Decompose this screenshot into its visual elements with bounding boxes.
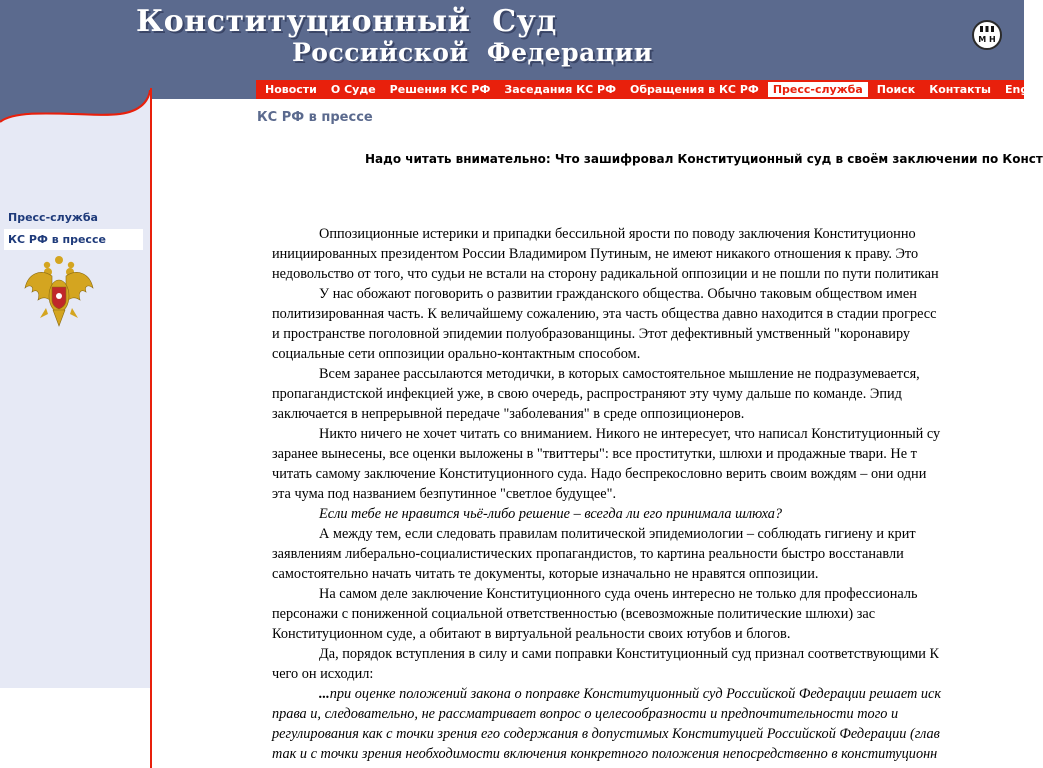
article-line: и пространстве поголовной эпидемии полуобразованщины. Этот дефективный умственный "коронавиру: [272, 326, 911, 342]
article-line: самостоятельно начать читать те документы, которые изначально не нравятся оппозиции.: [272, 566, 819, 582]
site-header: [0, 0, 1024, 80]
article-line: Да, порядок вступления в силу и сами поправки Конституционный суд признал соответствующими К: [319, 646, 940, 662]
nav-item-appeals[interactable]: Обращения в КС РФ: [630, 83, 759, 96]
article-line: эта чума под названием безпутинное "светлое будущее".: [272, 486, 617, 502]
article-line: На самом деле заключение Конституционного суда очень интересно не только для профессиональ: [319, 586, 918, 602]
article-quote-line: так и с точки зрения необходимости включения конкретного положения непосредственно в конституционн: [272, 746, 938, 762]
section-title: КС РФ в прессе: [257, 110, 373, 125]
site-title-line1[interactable]: Конституционный Суд: [136, 4, 557, 39]
mn-logo-icon[interactable]: [972, 20, 1002, 50]
article-line: недовольство от того, что судьи не встали на сторону радикальной оппозиции и не пошли по пути политикан: [272, 266, 939, 282]
mn-logo-text: М Н: [978, 35, 996, 44]
article-line: политизированная часть. К величайшему сожалению, эта часть общества давно находится в стадии прогресс: [272, 306, 937, 322]
article-line: Конституционном суде, а обитают в виртуальной реальности своих ютубов и блогов.: [272, 626, 791, 642]
main-nav: [256, 80, 1029, 99]
article-title: Надо читать внимательно: Что зашифровал Конституционный суд в своём заключении по Конст: [365, 152, 1043, 166]
nav-item-press-service[interactable]: Пресс-служба: [768, 82, 868, 97]
article-body: [272, 224, 1032, 764]
sidebar-divider: [150, 88, 152, 768]
nav-item-search[interactable]: Поиск: [876, 83, 916, 96]
article-line: Никто ничего не хочет читать со вниманием. Никого не интересует, что написал Конституционный су: [319, 426, 941, 442]
article-line: У нас обожают поговорить о развитии гражданского общества. Обычно таковым обществом имен: [319, 286, 917, 302]
article-line: заявлениям либерально-социалистических пропагандистов, то картина реальности быстро восстанавли: [272, 546, 904, 562]
quote-text: при оценке положений закона о поправке Конституционный суд Российской Федерации решает иск: [329, 686, 942, 702]
article-line: заключается в непрерывной передаче "заболевания" в среде оппозиционеров.: [272, 406, 745, 422]
article-line: пропагандистской инфекцией уже, в свою очередь, распространяют эту чуму дальше по команде. Эпид: [272, 386, 902, 402]
sidebar-item-press-service[interactable]: Пресс-служба: [8, 211, 98, 224]
article-line: заранее вынесены, все оценки выложены в "твиттеры": все проститутки, шлюхи и продажные твари. Не т: [272, 446, 917, 462]
nav-item-about[interactable]: О Суде: [330, 83, 376, 96]
nav-item-news[interactable]: Новости: [265, 83, 317, 96]
nav-item-decisions[interactable]: Решения КС РФ: [389, 83, 491, 96]
article-line-italic: Если тебе не нравится чьё-либо решение – всегда ли его принимала шлюха?: [319, 506, 783, 522]
article-quote-line: [272, 684, 1032, 704]
article-line: читать самому заключение Конституционного суда. Надо беспрекословно верить своим вождям – они одни: [272, 466, 927, 482]
article-line: А между тем, если следовать правилам политической эпидемиологии – соблюдать гигиену и крит: [319, 526, 916, 542]
nav-item-sessions[interactable]: Заседания КС РФ: [504, 83, 616, 96]
nav-item-contacts[interactable]: Контакты: [929, 83, 991, 96]
sidebar-item-press-review[interactable]: КС РФ в прессе: [4, 229, 143, 250]
site-title-line2[interactable]: Российской Федерации: [292, 38, 653, 67]
article-line: персонажи с пониженной социальной ответственностью (всевозможные политические шлюхи) зас: [272, 606, 876, 622]
article-quote-line: регулирования как с точки зрения его содержания в допустимых Конституцией Российской Федерации (глав: [272, 726, 940, 742]
article-quote-line: права и, следовательно, не рассматривает вопрос о целесообразности и предпочтительности того и: [272, 706, 899, 722]
sidebar-curve: [0, 80, 152, 190]
sidebar-background: [0, 104, 150, 688]
coat-of-arms-icon: [22, 254, 96, 332]
article-line: Всем заранее рассылаются методички, в которых самостоятельное мышление не подразумевается,: [319, 366, 920, 382]
quote-ellipsis: ...: [319, 686, 330, 702]
article-line: социальные сети оппозиции орально-контактным способом.: [272, 346, 641, 362]
article-line: инициированных президентом России Владимиром Путиным, не имеют никакого отношения к праву. Это: [272, 246, 919, 262]
mn-logo-glyph: [976, 24, 998, 46]
nav-item-english[interactable]: Eng: [1004, 83, 1029, 96]
article-line: чего он исходил:: [272, 666, 374, 682]
article-line: Оппозиционные истерики и припадки бессильной ярости по поводу заключения Конституционно: [319, 226, 916, 242]
